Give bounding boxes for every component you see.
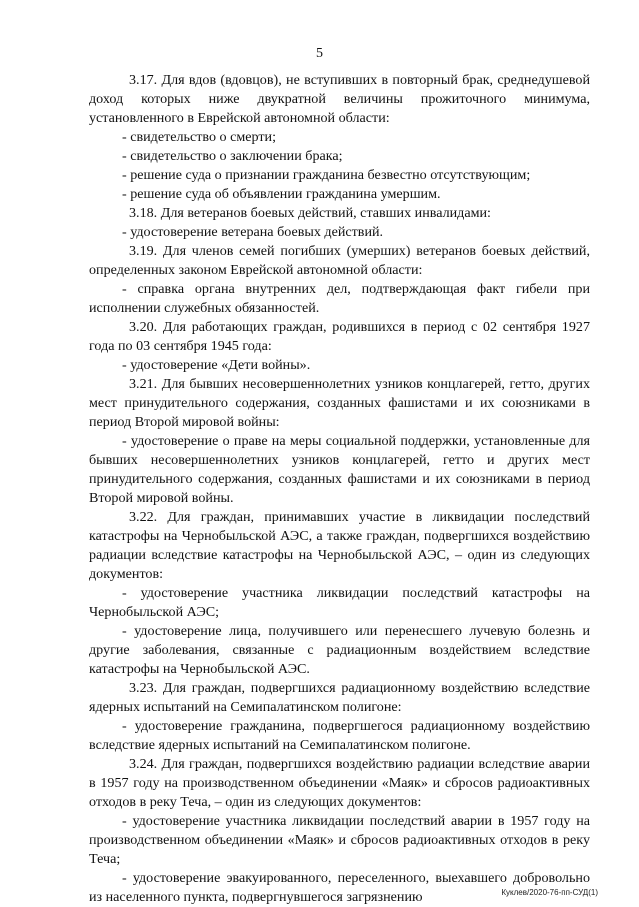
section-paragraph: 3.19. Для членов семей погибших (умерших) ветеранов боевых действий, определенных законом Еврейской автономной области: (89, 243, 590, 278)
list-item: - удостоверение гражданина, подвергшегося радиационному воздействию вследствие ядерных испытаний на Семипалатинском полигоне. (89, 718, 590, 753)
list-item: - удостоверение лица, получившего или перенесшего лучевую болезнь и другие заболевания, связанные с радиационным воздействием вследствие катастрофы на Чернобыльской АЭС. (89, 623, 590, 677)
document-body (89, 71, 590, 907)
list-item: - решение суда о признании гражданина безвестно отсутствующим; (122, 167, 531, 183)
list-item: - свидетельство о заключении брака; (122, 148, 343, 164)
section-paragraph: 3.24. Для граждан, подвергшихся воздействию радиации вследствие аварии в 1957 году на производственном объединении «Маяк» и сбросов радиоактивных отходов в реку Теча, – один из следующих документов: (89, 756, 590, 810)
section-paragraph: 3.23. Для граждан, подвергшихся радиационному воздействию вследствие ядерных испытаний на Семипалатинском полигоне: (89, 680, 590, 715)
list-item: - удостоверение участника ликвидации последствий катастрофы на Чернобыльской АЭС; (89, 585, 590, 620)
page-number: 5 (316, 46, 323, 61)
list-item: - свидетельство о смерти; (122, 129, 276, 145)
list-item: - удостоверение эвакуированного, переселенного, выехавшего добровольно из населенного пункта, подвергнувшегося загрязнению (89, 870, 590, 905)
list-item: - справка органа внутренних дел, подтверждающая факт гибели при исполнении служебных обязанностей. (89, 281, 590, 316)
section-paragraph: 3.17. Для вдов (вдовцов), не вступивших в повторный брак, среднедушевой доход которых ниже двукратной величины прожиточного минимума, установленного в Еврейской автономной области: (89, 72, 590, 126)
section-paragraph: 3.18. Для ветеранов боевых действий, ставших инвалидами: (129, 205, 491, 221)
document-footer-code: Куклев/2020-76-пп-СУД(1) (501, 888, 598, 897)
list-item: - решение суда об объявлении гражданина умершим. (122, 186, 441, 202)
list-item: - удостоверение о праве на меры социальной поддержки, установленные для бывших несовершеннолетних узников концлагерей, гетто и других мест принудительного содержания, созданных фашистами и их союзниками в период Второй мировой войны. (89, 433, 590, 506)
section-paragraph: 3.20. Для работающих граждан, родившихся в период с 02 сентября 1927 года по 03 сентября 1945 года: (89, 319, 590, 354)
list-item: - удостоверение ветерана боевых действий. (122, 224, 384, 240)
section-paragraph: 3.22. Для граждан, принимавших участие в ликвидации последствий катастрофы на Чернобыльской АЭС, а также граждан, подвергшихся воздействию радиации вследствие катастрофы на Чернобыльской АЭС, – один из следующих документов: (89, 509, 590, 582)
list-item: - удостоверение «Дети войны». (122, 357, 311, 373)
list-item: - удостоверение участника ликвидации последствий аварии в 1957 году на производственном объединении «Маяк» и сбросов радиоактивных отходов в реку Теча; (89, 813, 590, 867)
section-paragraph: 3.21. Для бывших несовершеннолетних узников концлагерей, гетто, других мест принудительного содержания, созданных фашистами и их союзниками в период Второй мировой войны: (89, 376, 590, 430)
